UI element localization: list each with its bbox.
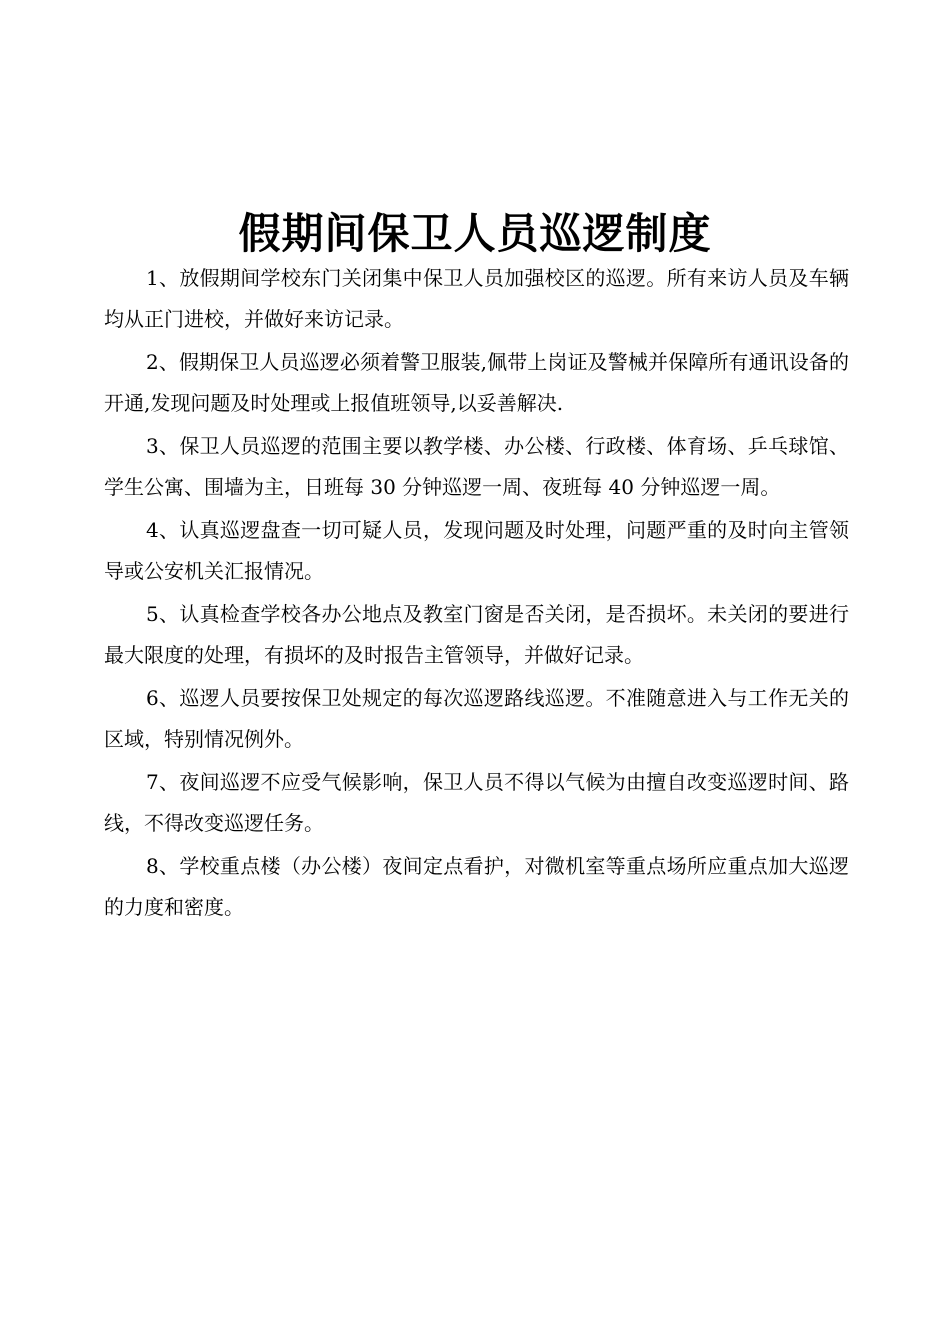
rule-paragraph-7: 7、夜间巡逻不应受气候影响，保卫人员不得以气候为由擅自改变巡逻时间、路线，不得改变巡逻任务。 [104,770,849,835]
rule-paragraph-6: 6、巡逻人员要按保卫处规定的每次巡逻路线巡逻。不准随意进入与工作无关的区域，特别情况例外。 [104,686,849,751]
rule-paragraph-8: 8、学校重点楼（办公楼）夜间定点看护，对微机室等重点场所应重点加大巡逻的力度和密度。 [104,854,849,919]
rule-paragraph-4: 4、认真巡逻盘查一切可疑人员，发现问题及时处理，问题严重的及时向主管领导或公安机关汇报情况。 [104,518,849,583]
document-title: 假期间保卫人员巡逻制度 [238,209,712,258]
rule-paragraph-3: 3、保卫人员巡逻的范围主要以教学楼、办公楼、行政楼、体育场、乒乓球馆、学生公寓、围墙为主，日班每 30 分钟巡逻一周、夜班每 40 分钟巡逻一周。 [104,434,849,499]
rule-paragraph-1: 1、放假期间学校东门关闭集中保卫人员加强校区的巡逻。所有来访人员及车辆均从正门进校，并做好来访记录。 [104,266,849,331]
rule-paragraph-2: 2、假期保卫人员巡逻必须着警卫服装,佩带上岗证及警械并保障所有通讯设备的开通,发现问题及时处理或上报值班领导,以妥善解决. [104,350,849,415]
rule-paragraph-5: 5、认真检查学校各办公地点及教室门窗是否关闭，是否损坏。未关闭的要进行最大限度的处理，有损坏的及时报告主管领导，并做好记录。 [104,602,849,667]
document-body [104,258,849,930]
